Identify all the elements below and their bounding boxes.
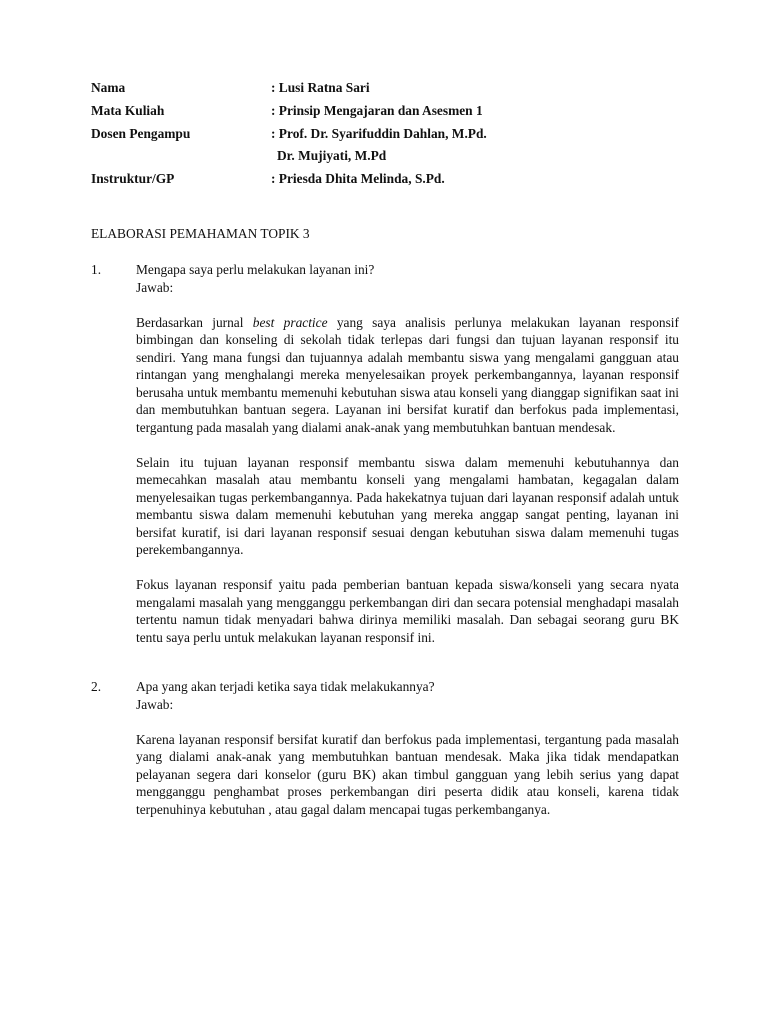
header-row-dosen-2 (91, 145, 487, 168)
question-text: Apa yang akan terjadi ketika saya tidak melakukannya? (136, 679, 435, 694)
header-value: : Priesda Dhita Melinda, S.Pd. (271, 171, 445, 187)
question-item (91, 678, 679, 818)
header-row-dosen-pengampu (91, 123, 487, 146)
answer-label: Jawab: (136, 279, 174, 295)
identity-header (91, 77, 487, 191)
header-row-mata-kuliah (91, 100, 487, 123)
header-label: Instruktur/GP (91, 171, 175, 187)
header-row-instruktur (91, 168, 487, 191)
paragraph-text: yang saya analisis perlunya melakukan layanan responsif bimbingan dan konseling di sekolah tidak terlepas dari fungsi dan tujuan layanan responsif itu sendiri. Yang mana fungsi dan tujuannya adalah membantu siswa yang mengalami gangguan atau rintangan yang menghalangi mereka menyelesaikan proyek perkembangannya, layanan responsif berusaha untuk membantu memenuhi kebutuhan siswa atau konseli yang dianggap signifikan saat ini dan membutuhkan bantuan segera. Layanan ini bersifat kuratif dan berfokus pada implementasi, tergantung pada masalah yang dialami anak-anak yang membutuhkan bantuan mendesak. (136, 314, 679, 435)
question-text: Mengapa saya perlu melakukan layanan ini? (136, 262, 375, 277)
header-value: Dr. Mujiyati, M.Pd (277, 148, 387, 164)
header-value: : Prinsip Mengajaran dan Asesmen 1 (271, 102, 483, 118)
italic-term: best practice (252, 314, 328, 330)
question-item (91, 261, 679, 646)
header-label: Dosen Pengampu (91, 125, 191, 141)
question-line (91, 678, 679, 696)
question-number: 1. (91, 262, 102, 277)
answer-paragraph: Fokus layanan responsif yaitu pada pemberian bantuan kepada siswa/konseli yang secara nyata mengalami masalah yang mengganggu perkembangan diri dan secara potensial menghadapi masalah tertentu namun tidak menyadari bahwa dirinya memiliki masalah. Dan sebagai seorang guru BK tentu saya perlu untuk melakukan layanan responsif ini. (136, 577, 679, 645)
question-number: 2. (91, 679, 102, 694)
header-label: Mata Kuliah (91, 102, 165, 118)
header-label: Nama (91, 80, 126, 95)
header-value: : Lusi Ratna Sari (271, 80, 370, 95)
answer-paragraph: Selain itu tujuan layanan responsif membantu siswa dalam memenuhi kebutuhannya dan memecahkan masalah atau membantu konseli yang mengalami hambatan, kegagalan dalam menyelesaikan tugas perkembangannya. Pada hakekatnya tujuan dari layanan responsif adalah untuk membantu siswa dalam memenuhi kebutuhan yang mereka anggap sangat penting, layanan ini bersifat kuratif, isi dari layanan responsif sesuai dengan kebutuhan siswa dalam memenuhi tugas perekembangannya. (136, 454, 679, 557)
header-row-nama (91, 77, 487, 100)
answer-paragraph (136, 314, 679, 437)
question-line (91, 261, 679, 279)
answer-label: Jawab: (136, 696, 174, 712)
header-value: : Prof. Dr. Syarifuddin Dahlan, M.Pd. (271, 125, 487, 141)
answer-paragraph: Karena layanan responsif bersifat kuratif dan berfokus pada implementasi, tergantung pada masalah yang dialami anak-anak yang membutuhkan bantuan mendesak. Maka jika tidak mendapatkan pelayanan segera dari konselor (guru BK) akan timbul gangguan yang lebih serius yang dapat mengganggu penghambat proses perkembangan diri peserta didik atau konseli, karena tidak terpenuhinya kebutuhan , atau gagal dalam mencapai tugas perkembanganya. (136, 731, 679, 817)
paragraph-text: Berdasarkan jurnal (136, 314, 253, 330)
section-title: ELABORASI PEMAHAMAN TOPIK 3 (91, 226, 310, 241)
